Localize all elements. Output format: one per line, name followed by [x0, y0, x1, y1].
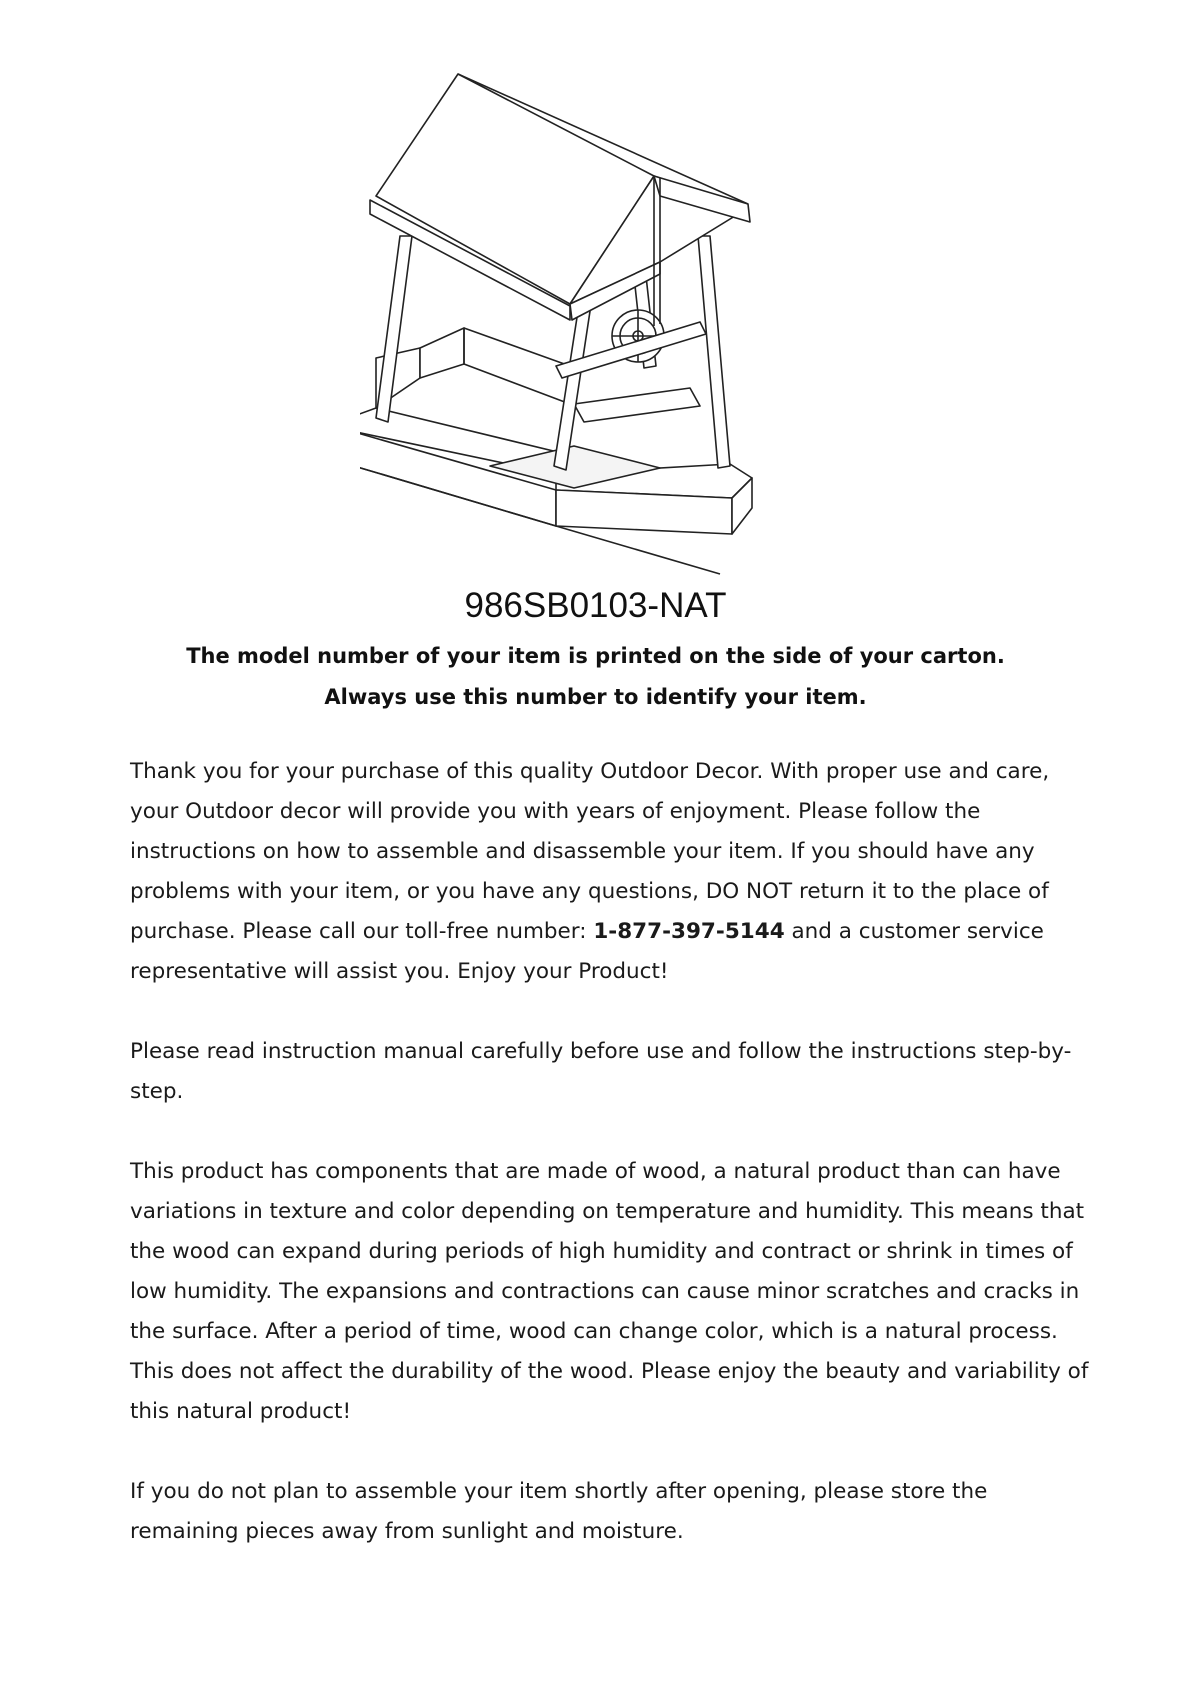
storage-paragraph: If you do not plan to assemble your item shortly after opening, please store the remaining pieces away from sunlight and moisture.: [130, 1479, 988, 1544]
identify-item-note: Always use this number to identify your item.: [324, 685, 867, 709]
body-text: [130, 752, 1090, 1592]
thank-you-text: Thank you for your purchase of this quality Outdoor Decor. With proper use and care, your Outdoor decor will provide you with years of enjoyment. Please follow the instructions on how to assemble and disassemble your item. If you should have any problems with your item, or you have any questions, DO NOT return it to the place of purchase. Please call our toll-free number:: [130, 759, 1050, 944]
model-number-note: The model number of your item is printed on the side of your carton.: [186, 644, 1005, 668]
sandbox-illustration: [360, 66, 830, 586]
customer-service-text: and a customer service representative will assist you. Enjoy your Product!: [130, 919, 1044, 984]
read-manual-paragraph: Please read instruction manual carefully before use and follow the instructions step-by-step.: [130, 1039, 1072, 1104]
toll-free-phone-number: 1-877-397-5144: [593, 919, 785, 944]
thank-you-paragraph: [130, 752, 1090, 992]
model-number: 986SB0103-NAT: [464, 586, 727, 625]
sandbox-with-canopy-icon: [360, 66, 830, 586]
wood-care-paragraph: This product has components that are made of wood, a natural product than can have variations in texture and color depending on temperature and humidity. This means that the wood can expand during periods of high humidity and contract or shrink in times of low humidity. The expansions and contractions can cause minor scratches and cracks in the surface. After a period of time, wood can change color, which is a natural process. This does not affect the durability of the wood. Please enjoy the beauty and variability of this natural product!: [130, 1159, 1089, 1424]
